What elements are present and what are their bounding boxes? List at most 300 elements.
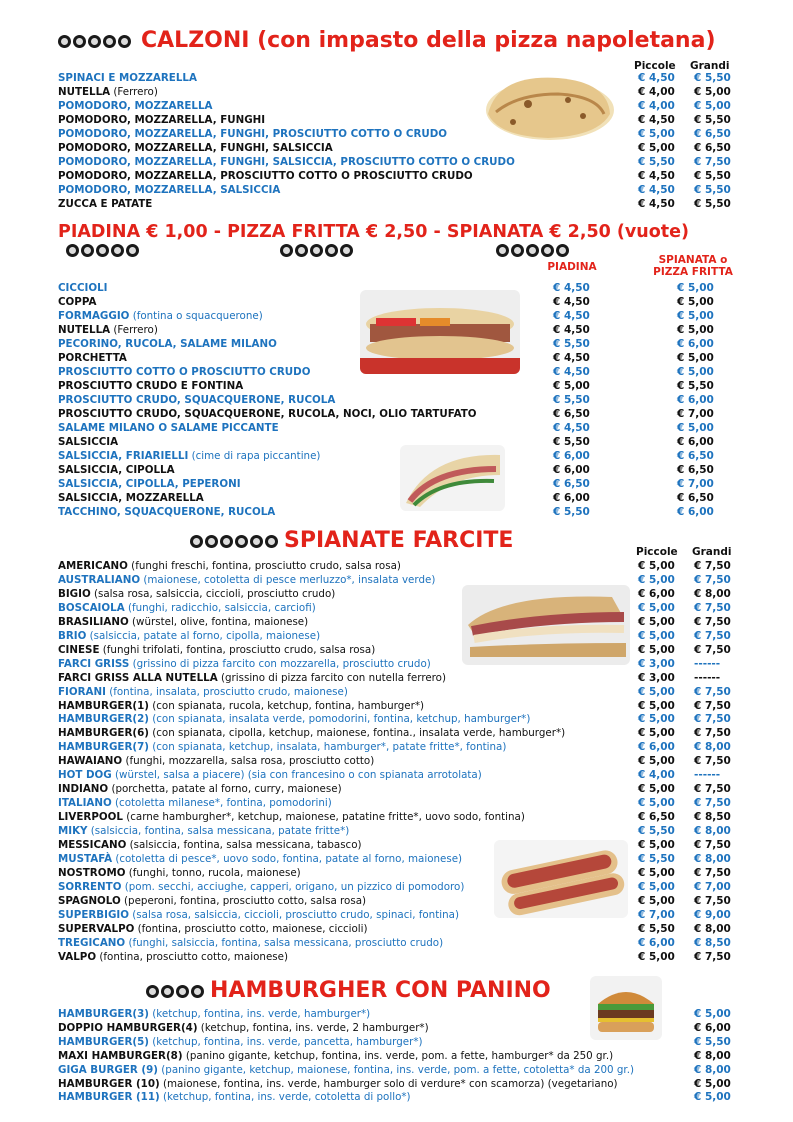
menu-item xyxy=(58,601,316,615)
price-piadina: € 6,50 xyxy=(553,408,590,420)
menu-item-name: NUTELLA xyxy=(58,86,111,98)
price-piccola: € 6,00 xyxy=(638,936,675,949)
price-piadina: € 5,50 xyxy=(553,436,590,448)
price-grande: ------ xyxy=(694,657,721,670)
allergen-egg-icon xyxy=(220,535,233,548)
menu-item-name: VALPO xyxy=(58,950,97,963)
price-piccola: € 5,00 xyxy=(638,950,675,963)
menu-item-description: (funghi, tonno, rucola, maionese) xyxy=(125,866,301,879)
price-piadina: € 6,00 xyxy=(553,492,590,504)
price-spianata: € 6,00 xyxy=(677,506,714,518)
price-piccola: € 5,50 xyxy=(638,156,675,168)
menu-item-description: (con spianata, insalata verde, pomodorini, fontina, ketchup, hamburger*) xyxy=(148,713,531,726)
menu-item xyxy=(58,922,368,936)
price: € 5,00 xyxy=(694,1091,731,1104)
price-piccola: € 5,00 xyxy=(638,629,675,642)
spianata-farcita-photo xyxy=(462,585,630,665)
menu-item-name: MIKY xyxy=(58,825,88,838)
spianate-title-row xyxy=(190,528,513,553)
pizza-fritta-allergen-icons xyxy=(280,244,353,257)
menu-item-name: SORRENTO xyxy=(58,880,122,893)
price-grande: € 8,50 xyxy=(694,936,731,949)
price-spianata: € 6,00 xyxy=(677,436,714,448)
allergen-nuts-icon xyxy=(235,535,248,548)
menu-item xyxy=(58,491,204,505)
price-grande: € 7,50 xyxy=(694,950,731,963)
menu-item xyxy=(58,880,464,894)
menu-item-description: (grissino di pizza farcito con nutella ferrero) xyxy=(217,671,446,684)
price-piccola: € 5,00 xyxy=(638,128,675,140)
price-piccola: € 5,00 xyxy=(638,866,675,879)
menu-item-name: SALSICCIA, CIPOLLA, PEPERONI xyxy=(58,478,241,490)
menu-item-name: BOSCAIOLA xyxy=(58,601,125,614)
price-piccola: € 5,50 xyxy=(638,825,675,838)
menu-item xyxy=(58,127,447,141)
menu-item-description: (salsa rosa, salsiccia, ciccioli, prosciutto crudo) xyxy=(90,587,336,600)
allergen-milk-icon xyxy=(295,244,308,257)
menu-item xyxy=(58,337,277,351)
menu-item xyxy=(58,379,243,393)
menu-item xyxy=(58,463,175,477)
price-grande: € 7,50 xyxy=(694,573,731,586)
price-grande: € 5,00 xyxy=(694,100,731,112)
calzoni-title-row xyxy=(58,28,716,53)
price-spianata: € 5,00 xyxy=(677,324,714,336)
price-grande: € 7,00 xyxy=(694,880,731,893)
hotdog-image xyxy=(494,840,628,918)
price-piadina: € 5,50 xyxy=(553,394,590,406)
spianate-col-piccole: Piccole xyxy=(636,546,678,558)
menu-item-name: SALSICCIA, MOZZARELLA xyxy=(58,492,204,504)
menu-item xyxy=(58,615,308,629)
price-piccola: € 5,00 xyxy=(638,685,675,698)
menu-item-description: (peperoni, fontina, prosciutto cotto, salsa rosa) xyxy=(120,894,367,907)
price-grande: € 5,50 xyxy=(694,198,731,210)
allergen-fish-icon xyxy=(265,535,278,548)
allergen-egg-icon xyxy=(88,35,101,48)
menu-item-description: (porchetta, patate al forno, curry, maionese) xyxy=(108,783,342,796)
menu-item xyxy=(58,155,515,169)
menu-item-name: MUSTAFÀ xyxy=(58,852,113,865)
price-piccola: € 5,00 xyxy=(638,880,675,893)
menu-item xyxy=(58,197,152,211)
price-grande: € 7,50 xyxy=(694,699,731,712)
menu-item-description: (Ferrero) xyxy=(110,324,158,336)
menu-item-description: (grissino di pizza farcito con mozzarella, prosciutto crudo) xyxy=(129,657,431,670)
menu-item-name: PORCHETTA xyxy=(58,352,127,364)
price-piccola: € 4,00 xyxy=(638,769,675,782)
price-piadina: € 5,00 xyxy=(553,380,590,392)
price-piccola: € 4,50 xyxy=(638,198,675,210)
spianata-col-header: SPIANATA o PIZZA FRITTA xyxy=(653,254,733,278)
price-piccola: € 5,00 xyxy=(638,699,675,712)
menu-item-description: (con spianata, cipolla, ketchup, maionese, fontina., insalata verde, hamburger*) xyxy=(148,727,566,740)
menu-item xyxy=(58,295,96,309)
menu-item-name: HAWAIANO xyxy=(58,755,123,768)
menu-item xyxy=(58,309,263,323)
menu-item xyxy=(58,796,332,810)
allergen-nuts-icon xyxy=(541,244,554,257)
price-piadina: € 4,50 xyxy=(553,352,590,364)
hamburger-image xyxy=(590,976,662,1040)
menu-item-name: HAMBURGER(3) xyxy=(58,1008,149,1020)
allergen-nuts-icon xyxy=(111,244,124,257)
menu-item xyxy=(58,323,158,337)
price-spianata: € 6,00 xyxy=(677,338,714,350)
spianata-image xyxy=(400,445,505,511)
price-piccola: € 5,00 xyxy=(638,839,675,851)
menu-item-name: SALSICCIA xyxy=(58,436,119,448)
menu-item xyxy=(58,99,213,113)
menu-item-name: DOPPIO HAMBURGER(4) xyxy=(58,1021,198,1034)
price-piccola: € 3,00 xyxy=(638,671,675,684)
price-piccola: € 4,50 xyxy=(638,170,675,182)
price-spianata: € 7,00 xyxy=(677,478,714,490)
calzoni-col-grandi: Grandi xyxy=(690,60,730,72)
hamburgher-title-row xyxy=(146,978,551,1003)
menu-item-description: (fontina o squacquerone) xyxy=(129,310,263,322)
menu-item xyxy=(58,866,301,880)
menu-item-name: ZUCCA E PATATE xyxy=(58,198,153,210)
menu-item xyxy=(58,740,506,754)
menu-item xyxy=(58,169,473,183)
menu-item-name: PROSCIUTTO CRUDO E FONTINA xyxy=(58,380,244,392)
menu-item xyxy=(58,71,197,85)
menu-item xyxy=(58,351,127,365)
menu-item xyxy=(58,587,335,601)
menu-item-description: (ketchup, fontina, ins. verde, hamburger*) xyxy=(148,1008,371,1020)
price-piccola: € 5,00 xyxy=(638,643,675,656)
price-piccola: € 5,50 xyxy=(638,852,675,865)
menu-item xyxy=(58,85,158,99)
price-piadina: € 5,50 xyxy=(553,338,590,350)
price-piccola: € 3,00 xyxy=(638,657,675,670)
menu-item-name: ITALIANO xyxy=(58,797,112,810)
spianata-photo xyxy=(400,445,505,511)
menu-item-name: FARCI GRISS xyxy=(58,657,130,670)
menu-item-description: (maionese, cotoletta di pesce merluzzo*, insalata verde) xyxy=(140,573,436,586)
allergen-mustard-icon xyxy=(250,535,263,548)
menu-item-name: FARCI GRISS ALLA NUTELLA xyxy=(58,671,218,684)
menu-item-description: (funghi freschi, fontina, prosciutto crudo, salsa rosa) xyxy=(127,560,401,572)
price-grande: € 7,50 xyxy=(694,866,731,879)
price-spianata: € 6,00 xyxy=(677,394,714,406)
menu-item xyxy=(58,183,280,197)
price-grande: € 8,50 xyxy=(694,811,731,824)
allergen-gluten-icon xyxy=(496,244,509,257)
menu-item xyxy=(58,449,320,463)
price-spianata: € 5,00 xyxy=(677,422,714,434)
price-grande: € 7,50 xyxy=(694,783,731,796)
menu-item-name: HAMBURGER (11) xyxy=(58,1091,160,1104)
hotdog-photo xyxy=(494,840,628,918)
allergen-mustard-icon xyxy=(126,244,139,257)
price-piadina: € 4,50 xyxy=(553,310,590,322)
menu-item xyxy=(58,685,348,699)
price-grande: € 7,50 xyxy=(694,755,731,768)
menu-item-description: (ketchup, fontina, ins. verde, 2 hamburger*) xyxy=(197,1021,429,1034)
allergen-mustard-icon xyxy=(118,35,131,48)
price-grande: € 7,50 xyxy=(694,713,731,726)
allergen-nuts-icon xyxy=(325,244,338,257)
menu-item xyxy=(58,1035,423,1049)
menu-item-description: (salsiccia, fontina, salsa messicana, tabasco) xyxy=(126,839,362,851)
price-piccola: € 6,50 xyxy=(638,811,675,824)
price-grande: € 8,00 xyxy=(694,825,731,838)
menu-item xyxy=(58,365,310,379)
menu-item xyxy=(58,477,241,491)
menu-item-description: (funghi trifolati, fontina, prosciutto crudo, salsa rosa) xyxy=(99,643,376,656)
menu-item-name: INDIANO xyxy=(58,783,109,796)
menu-item-description: (fontina, insalata, prosciutto crudo, maionese) xyxy=(105,685,348,698)
menu-item-description: (con spianata, ketchup, insalata, hamburger*, patate fritte*, fontina) xyxy=(148,741,507,754)
menu-item-name: HAMBURGER(5) xyxy=(58,1035,149,1048)
spianate-col-grandi: Grandi xyxy=(692,546,732,558)
price-grande: € 7,50 xyxy=(694,643,731,656)
menu-item xyxy=(58,573,435,587)
allergen-egg-icon xyxy=(96,244,109,257)
price-grande: € 7,50 xyxy=(694,797,731,810)
allergen-gluten-icon xyxy=(280,244,293,257)
allergen-mustard-icon xyxy=(191,985,204,998)
allergen-mustard-icon xyxy=(340,244,353,257)
menu-item-name: POMODORO, MOZZARELLA, FUNGHI, SALSICCIA xyxy=(58,142,333,154)
price: € 5,50 xyxy=(694,1035,731,1048)
menu-item-description: (funghi, radicchio, salsiccia, carciofi) xyxy=(124,601,316,614)
calzone-photo xyxy=(478,64,618,144)
menu-item-name: SALSICCIA, FRIARIELLI xyxy=(58,450,189,462)
menu-item-name: HAMBURGER (10) xyxy=(58,1077,160,1090)
menu-item-name: FORMAGGIO xyxy=(58,310,130,322)
menu-item xyxy=(58,838,362,852)
menu-item-name: POMODORO, MOZZARELLA, FUNGHI, SALSICCIA, PROSCIUTTO COTTO O CRUDO xyxy=(58,156,515,168)
menu-item xyxy=(58,113,265,127)
menu-item xyxy=(58,782,342,796)
price-piccola: € 5,00 xyxy=(638,755,675,768)
price-grande: ------ xyxy=(694,671,721,684)
menu-item xyxy=(58,559,401,573)
menu-item-description: (salsiccia, patate al forno, cipolla, maionese) xyxy=(86,629,321,642)
menu-item xyxy=(58,810,525,824)
menu-item-name: BIGIO xyxy=(58,587,91,600)
price-piccola: € 4,50 xyxy=(638,184,675,196)
price: € 5,00 xyxy=(694,1008,731,1020)
menu-item-name: POMODORO, MOZZARELLA, FUNGHI, PROSCIUTTO COTTO O CRUDO xyxy=(58,128,448,140)
price-piccola: € 6,00 xyxy=(638,587,675,600)
allergen-icons xyxy=(58,35,131,48)
menu-item-description: (würstel, salsa a piacere) (sia con francesino o con spianata arrotolata) xyxy=(111,769,482,782)
menu-item-name: POMODORO, MOZZARELLA xyxy=(58,100,213,112)
calzone-image xyxy=(478,64,618,144)
price-grande: € 7,50 xyxy=(694,685,731,698)
price-grande: € 5,50 xyxy=(694,170,731,182)
menu-item xyxy=(58,393,335,407)
menu-item-description: (salsiccia, fontina, salsa messicana, patate fritte*) xyxy=(87,825,350,838)
menu-item-name: PECORINO, RUCOLA, SALAME MILANO xyxy=(58,338,277,350)
price-piccola: € 5,00 xyxy=(638,727,675,740)
price-grande: € 5,50 xyxy=(694,114,731,126)
menu-item xyxy=(58,407,477,421)
hamburger-photo xyxy=(590,976,662,1040)
allergen-nuts-icon xyxy=(103,35,116,48)
menu-item-name: BRASILIANO xyxy=(58,615,129,628)
menu-item xyxy=(58,1077,618,1091)
price-piccola: € 5,00 xyxy=(638,560,675,572)
price-grande: € 7,50 xyxy=(694,629,731,642)
price-spianata: € 6,50 xyxy=(677,450,714,462)
menu-item-name: TACCHINO, SQUACQUERONE, RUCOLA xyxy=(58,506,276,518)
price-piadina: € 6,50 xyxy=(553,478,590,490)
menu-item-name: COPPA xyxy=(58,296,97,308)
menu-item-description: (würstel, olive, fontina, maionese) xyxy=(128,615,309,628)
allergen-gluten-icon xyxy=(66,244,79,257)
price-piccola: € 5,50 xyxy=(638,922,675,935)
price-spianata: € 5,00 xyxy=(677,296,714,308)
price-piadina: € 4,50 xyxy=(553,324,590,336)
menu-item-description: (fontina, prosciutto cotto, maionese, ciccioli) xyxy=(134,922,368,935)
price-piadina: € 4,50 xyxy=(553,366,590,378)
menu-item-name: PROSCIUTTO CRUDO, SQUACQUERONE, RUCOLA, NOCI, OLIO TARTUFATO xyxy=(58,408,477,420)
menu-item-name: SALSICCIA, CIPOLLA xyxy=(58,464,175,476)
menu-item xyxy=(58,1090,411,1104)
menu-item xyxy=(58,699,424,713)
menu-item-description: (funghi, mozzarella, salsa rosa, prosciutto cotto) xyxy=(122,755,375,768)
piadina-photo xyxy=(360,290,520,374)
menu-item-name: SALAME MILANO O SALAME PICCANTE xyxy=(58,422,279,434)
menu-item-description: (funghi, salsiccia, fontina, salsa messicana, prosciutto crudo) xyxy=(125,936,444,949)
menu-item xyxy=(58,908,459,922)
price-spianata: € 5,00 xyxy=(677,366,714,378)
price-piadina: € 6,00 xyxy=(553,464,590,476)
price-piccola: € 5,00 xyxy=(638,142,675,154)
price-piccola: € 7,00 xyxy=(638,908,675,921)
price-spianata: € 6,50 xyxy=(677,492,714,504)
menu-item-description: (cotoletta di pesce*, uovo sodo, fontina, patate al forno, maionese) xyxy=(112,852,463,865)
price-grande: € 5,50 xyxy=(694,72,731,84)
price-grande: € 7,50 xyxy=(694,894,731,907)
menu-item-name: HAMBURGER(2) xyxy=(58,713,149,726)
price-spianata: € 7,00 xyxy=(677,408,714,420)
price-piadina: € 4,50 xyxy=(553,282,590,294)
price-grande: € 5,50 xyxy=(694,184,731,196)
menu-item-description: (con spianata, rucola, ketchup, fontina, hamburger*) xyxy=(148,699,425,712)
menu-item-name: MAXI HAMBURGER(8) xyxy=(58,1049,183,1062)
menu-item-name: FIORANI xyxy=(58,685,106,698)
price-grande: € 7,50 xyxy=(694,839,731,851)
menu-item xyxy=(58,1063,634,1077)
menu-item-name: NUTELLA xyxy=(58,324,111,336)
menu-item xyxy=(58,768,482,782)
price: € 6,00 xyxy=(694,1021,731,1034)
allergen-egg-icon xyxy=(526,244,539,257)
piadina-image xyxy=(360,290,520,374)
price-grande: € 5,00 xyxy=(694,86,731,98)
spianata-farcita-image xyxy=(462,585,630,665)
menu-item xyxy=(58,712,530,726)
price-piccola: € 5,00 xyxy=(638,783,675,796)
menu-item-description: (pom. secchi, acciughe, capperi, origano, un pizzico di pomodoro) xyxy=(121,880,465,893)
menu-item-name: SUPERVALPO xyxy=(58,922,135,935)
allergen-milk-icon xyxy=(511,244,524,257)
spianate-allergen-icons xyxy=(190,535,278,548)
hamburgher-allergen-icons xyxy=(146,985,204,998)
price: € 8,00 xyxy=(694,1063,731,1076)
menu-item-name: LIVERPOOL xyxy=(58,811,123,824)
menu-item-name: HAMBURGER(1) xyxy=(58,699,149,712)
price-grande: ------ xyxy=(694,769,721,782)
price-grande: € 8,00 xyxy=(694,922,731,935)
menu-item-description: (maionese, fontina, ins. verde, hamburger solo di verdure* con scamorza) (vegetariano) xyxy=(159,1077,618,1090)
allergen-milk-icon xyxy=(205,535,218,548)
allergen-milk-icon xyxy=(73,35,86,48)
price-grande: € 8,00 xyxy=(694,587,731,600)
price-grande: € 7,50 xyxy=(694,156,731,168)
menu-item-name: AUSTRALIANO xyxy=(58,573,141,586)
price-grande: € 8,00 xyxy=(694,741,731,754)
menu-item xyxy=(58,643,375,657)
price-grande: € 9,00 xyxy=(694,908,731,921)
menu-item xyxy=(58,824,349,838)
price-piccola: € 4,00 xyxy=(638,86,675,98)
menu-item-description: (ketchup, fontina, ins. verde, pancetta, hamburger*) xyxy=(148,1035,423,1048)
price-piccola: € 4,50 xyxy=(638,72,675,84)
price-piccola: € 5,00 xyxy=(638,573,675,586)
menu-item-description: (salsa rosa, salsiccia, ciccioli, prosciutto crudo, spinaci, fontina) xyxy=(129,908,459,921)
spianate-title: SPIANATE FARCITE xyxy=(284,528,514,553)
piadina-col-header: PIADINA xyxy=(547,261,597,273)
menu-item xyxy=(58,936,443,950)
menu-item xyxy=(58,894,366,908)
price-piadina: € 6,00 xyxy=(553,450,590,462)
allergen-gluten-icon xyxy=(58,35,71,48)
price-piccola: € 5,00 xyxy=(638,894,675,907)
menu-item-name: TREGICANO xyxy=(58,936,126,949)
menu-item xyxy=(58,435,118,449)
price-grande: € 7,50 xyxy=(694,727,731,740)
menu-item-name: GIGA BURGER (9) xyxy=(58,1063,159,1076)
menu-item-description: (cime di rapa piccantine) xyxy=(188,450,321,462)
hamburgher-title: HAMBURGHER CON PANINO xyxy=(210,978,551,1003)
menu-item xyxy=(58,754,374,768)
menu-item-name: MESSICANO xyxy=(58,839,127,851)
calzoni-col-piccole: Piccole xyxy=(634,60,676,72)
price-grande: € 7,50 xyxy=(694,560,731,572)
allergen-mustard-icon xyxy=(556,244,569,257)
price-piadina: € 5,50 xyxy=(553,506,590,518)
menu-item-name: SPAGNOLO xyxy=(58,894,121,907)
menu-item-name: HOT DOG xyxy=(58,769,112,782)
price-spianata: € 5,00 xyxy=(677,352,714,364)
price-grande: € 6,50 xyxy=(694,142,731,154)
allergen-milk-icon xyxy=(176,985,189,998)
calzoni-title: CALZONI (con impasto della pizza napoletana) xyxy=(141,28,716,53)
allergen-egg-icon xyxy=(310,244,323,257)
allergen-egg-icon xyxy=(146,985,159,998)
menu-item xyxy=(58,852,462,866)
price: € 5,00 xyxy=(694,1077,731,1090)
price-spianata: € 6,50 xyxy=(677,464,714,476)
price-grande: € 7,50 xyxy=(694,615,731,628)
price-grande: € 7,50 xyxy=(694,601,731,614)
menu-item xyxy=(58,281,107,295)
price-grande: € 6,50 xyxy=(694,128,731,140)
price-piccola: € 5,00 xyxy=(638,615,675,628)
menu-item-name: PROSCIUTTO COTTO O PROSCIUTTO CRUDO xyxy=(58,366,311,378)
price-piccola: € 5,00 xyxy=(638,797,675,810)
price-grande: € 8,00 xyxy=(694,852,731,865)
piadina-allergen-icons xyxy=(66,244,139,257)
menu-item xyxy=(58,505,275,519)
